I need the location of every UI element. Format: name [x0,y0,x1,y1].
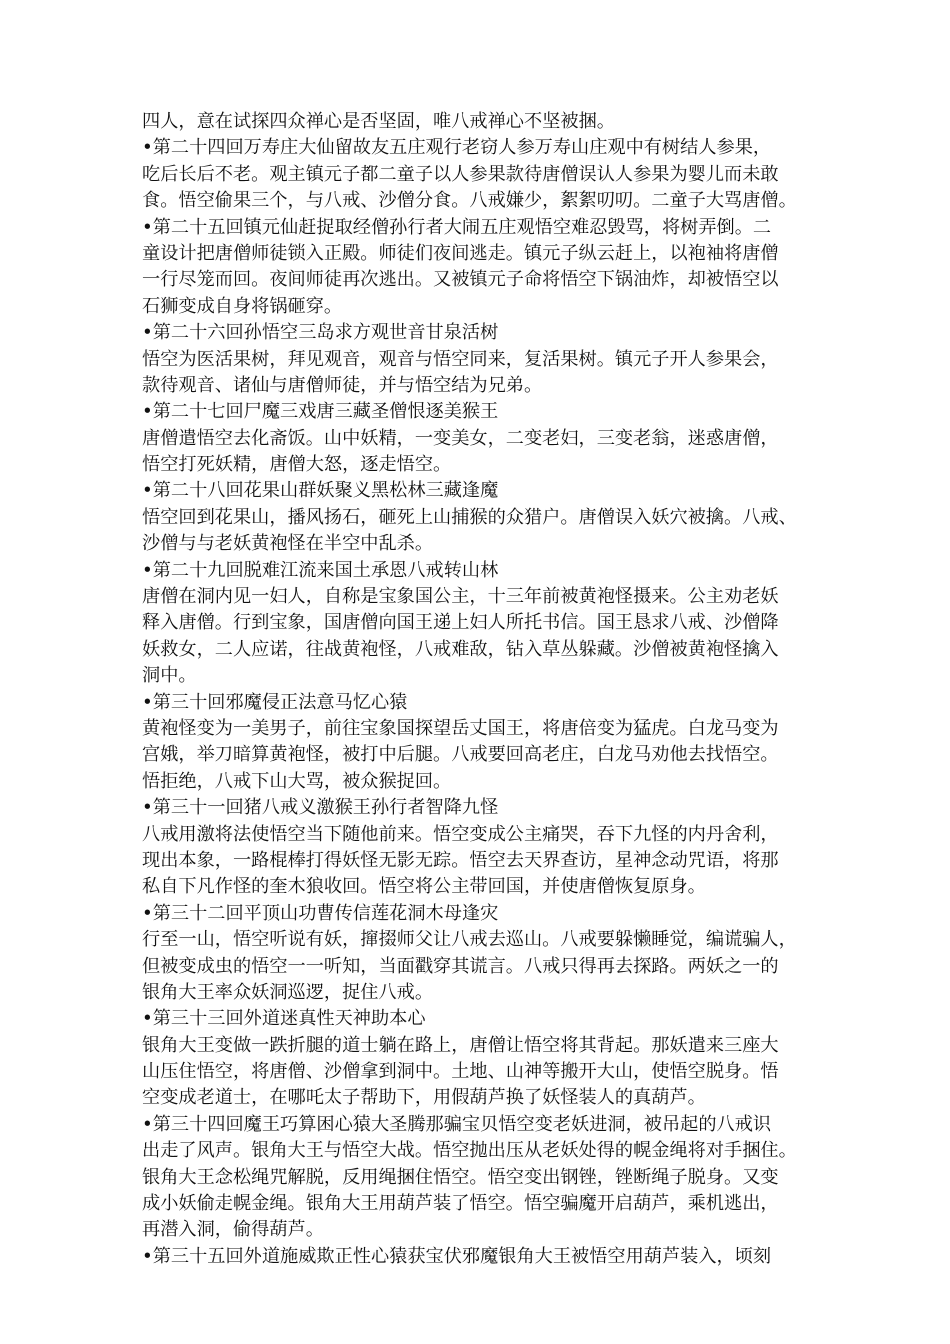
text-line: 悟空为医活果树，拜见观音，观音与悟空同来，复活果树。镇元子开人参果会， [142,348,779,370]
text-line: 银角大王念松绳咒解脱，反用绳捆住悟空。悟空变出钢锉，锉断绳子脱身。又变 [142,1166,779,1188]
text-line: 悟空打死妖精，唐僧大怒，逐走悟空。 [142,454,452,476]
text-line: 悟拒绝，八戒下山大骂，被众猴捉回。 [142,770,452,792]
text-line: 吃后长后不老。观主镇元子都二童子以人参果款待唐僧误认人参果为婴儿而未敢 [142,163,779,185]
text-line: 沙僧与与老妖黄袍怪在半空中乱杀。 [142,533,434,555]
text-line: 食。悟空偷果三个，与八戒、沙僧分食。八戒嫌少，絮絮叨叨。二童子大骂唐僧。 [142,190,797,212]
text-line: 唐僧遣悟空去化斋饭。山中妖精，一变美女，二变老妇，三变老翁，迷惑唐僧， [142,427,779,449]
text-line: 再潜入洞，偷得葫芦。 [142,1219,324,1241]
chapter-heading: •第三十一回猪八戒义激猴王孙行者智降九怪 [142,797,499,819]
text-line: 妖救女，二人应诺，往战黄袍怪，八戒难敌，钻入草丛躲藏。沙僧被黄袍怪擒入 [142,638,779,660]
text-line: 银角大王率众妖洞巡逻，捉住八戒。 [142,981,434,1003]
chapter-heading: •第三十二回平顶山功曹传信莲花洞木母逢灾 [142,902,499,924]
chapter-heading: •第三十三回外道迷真性天神助本心 [142,1008,426,1030]
text-line: 四人，意在试探四众禅心是否坚固，唯八戒禅心不坚被捆。 [142,111,615,132]
chapter-heading: •第二十四回万寿庄大仙留故友五庄观行老窃人参万寿山庄观中有树结人参果， [142,137,772,159]
text-line: 宫娥，举刀暗算黄袍怪，被打中后腿。八戒要回高老庄，白龙马劝他去找悟空。 [142,744,779,766]
text-line: 八戒用激将法使悟空当下随他前来。悟空变成公主痛哭，吞下九怪的内丹舍利， [142,823,779,845]
chapter-heading: •第二十九回脱难江流来国土承恩八戒转山林 [142,559,499,581]
text-line: 唐僧在洞内见一妇人，自称是宝象国公主，十三年前被黄袍怪摄来。公主劝老妖 [142,586,779,608]
text-line: 行至一山，悟空听说有妖，撺掇师父让八戒去巡山。八戒要躲懒睡觉，编谎骗人， [142,929,797,951]
chapter-heading: •第三十回邪魔侵正法意马忆心猿 [142,691,408,713]
text-line: 现出本象，一路棍棒打得妖怪无影无踪。悟空去天界查访，星神念动咒语，将那 [142,849,779,871]
chapter-heading: •第二十七回尸魔三戏唐三藏圣僧恨逐美猴王 [142,401,499,423]
text-line: 释入唐僧。行到宝象，国唐僧向国王递上妇人所托书信。国王恳求八戒、沙僧降 [142,612,779,634]
document-body [142,109,822,1270]
chapter-heading: •第二十八回花果山群妖聚义黑松林三藏逢魔 [142,480,499,502]
text-line: 一行尽笼而回。夜间师徒再次逃出。又被镇元子命将悟空下锅油炸，却被悟空以 [142,269,779,291]
text-line: 空变成老道士，在哪吒太子帮助下，用假葫芦换了妖怪装人的真葫芦。 [142,1087,706,1109]
text-line: 银角大王变做一跌折腿的道士躺在路上，唐僧让悟空将其背起。那妖遣来三座大 [142,1034,779,1056]
text-line: 山压住悟空，将唐僧、沙僧拿到洞中。土地、山神等搬开大山，使悟空脱身。悟 [142,1061,779,1083]
text-line: 成小妖偷走幌金绳。银角大王用葫芦装了悟空。悟空骗魔开启葫芦，乘机逃出， [142,1193,779,1215]
text-line: 但被变成虫的悟空一一听知，当面戳穿其谎言。八戒只得再去探路。两妖之一的 [142,955,779,977]
text-line: 童设计把唐僧师徒锁入正殿。师徒们夜间逃走。镇元子纵云赶上，以袍袖将唐僧 [142,242,779,264]
chapter-heading: •第二十五回镇元仙赶捉取经僧孙行者大闹五庄观悟空难忍毁骂，将树弄倒。二 [142,216,772,238]
text-line: 石狮变成自身将锅砸穿。 [142,295,343,317]
text-line: 黄袍怪变为一美男子，前往宝象国探望岳丈国王，将唐倍变为猛虎。白龙马变为 [142,717,779,739]
text-line: 私自下凡作怪的奎木狼收回。悟空将公主带回国，并使唐僧恢复原身。 [142,876,706,898]
text-line: 洞中。 [142,665,197,687]
text-line: 悟空回到花果山，播风扬石，砸死上山捕猴的众猎户。唐僧误入妖穴被擒。八戒、 [142,506,797,528]
text-line: 出走了风声。银角大王与悟空大战。悟空抛出压从老妖处得的幌金绳将对手捆住。 [142,1140,797,1162]
chapter-heading: •第三十四回魔王巧算困心猿大圣腾那骗宝贝悟空变老妖进洞，被吊起的八戒识 [142,1113,772,1135]
chapter-heading: •第二十六回孙悟空三岛求方观世音甘泉活树 [142,322,499,344]
chapter-heading: •第三十五回外道施威欺正性心猿获宝伏邪魔银角大王被悟空用葫芦装入，顷刻 [142,1245,772,1267]
text-line: 款待观音、诸仙与唐僧师徒，并与悟空结为兄弟。 [142,374,543,396]
